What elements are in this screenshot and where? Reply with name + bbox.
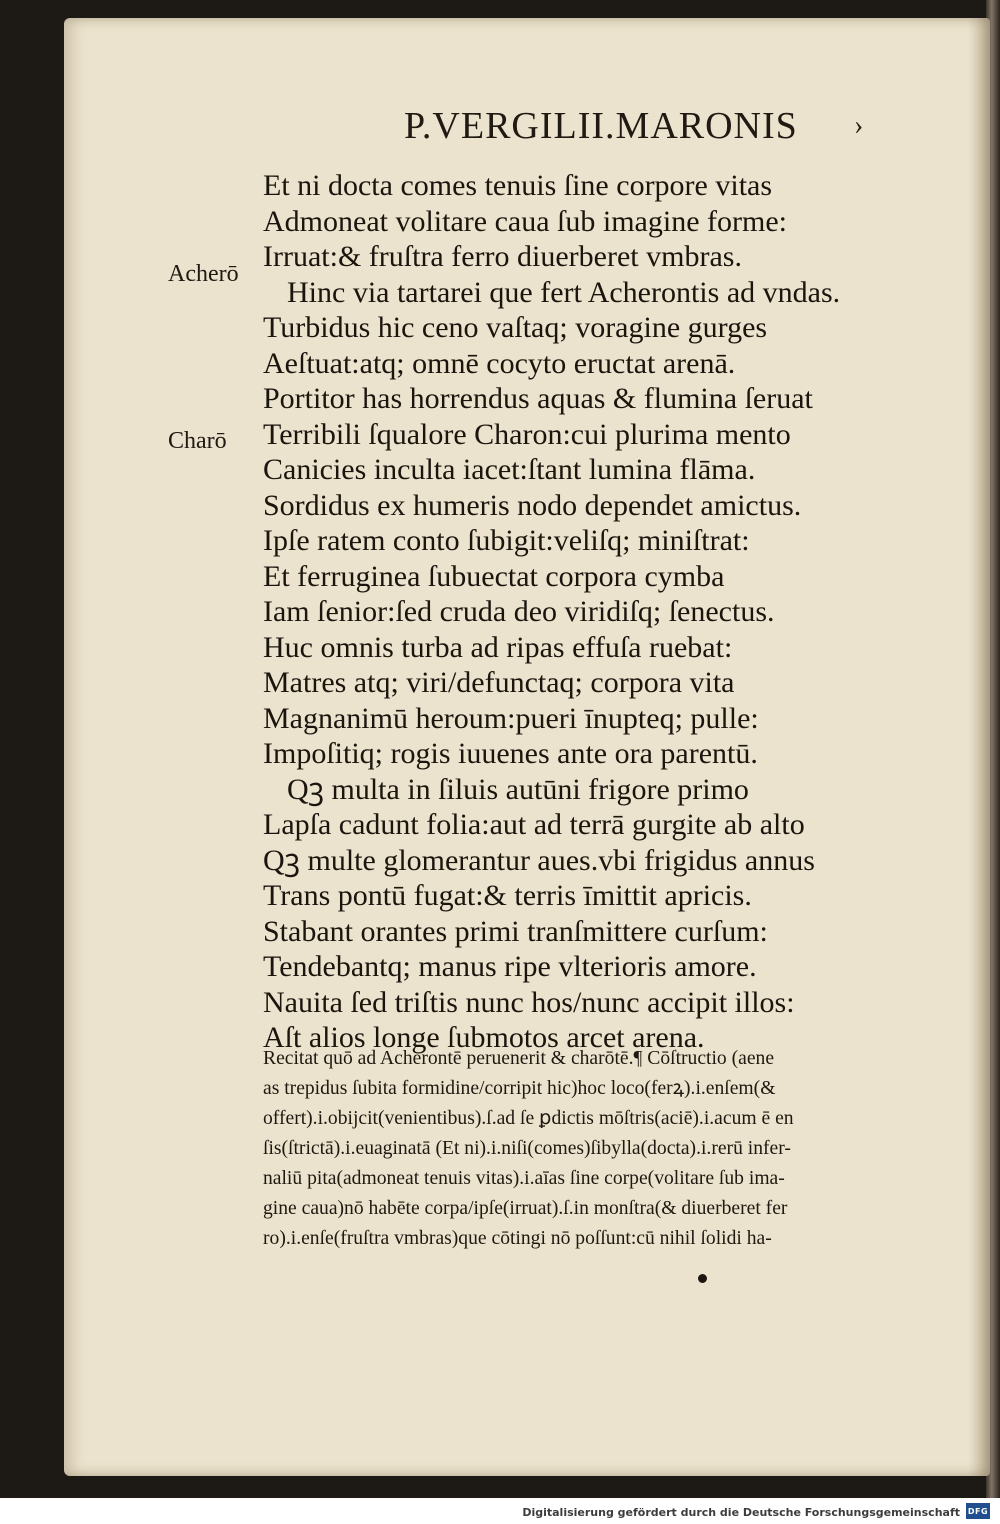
commentary-line: ro).i.enſe(fruſtra vmbras)que cōtingi nō poſſunt:cū nihil ſolidi ha- [263, 1228, 772, 1249]
verse-line: Impoſitiq; rogis iuuenes ante ora parentū. [263, 737, 758, 770]
verse-line: Irruat:& fruſtra ferro diuerberet vmbras. [263, 240, 742, 273]
verse-line: Turbidus hic ceno vaſtaq; voragine gurges [263, 311, 768, 344]
verse-line: Admoneat volitare caua ſub imagine forme: [263, 204, 787, 238]
verse-line: Sordidus ex humeris nodo dependet amictus. [263, 488, 802, 522]
dfg-logo: DFG [966, 1503, 990, 1519]
commentary-line: as trepidus ſubita formidine/corripit hic)hoc loco(ferꝝ).i.enſem(& [263, 1078, 776, 1099]
verse-line: Aſt alios longe ſubmotos arcet arena. [263, 1021, 705, 1054]
verse-line: Qꝫ multa in ſiluis autūni frigore primo [287, 772, 749, 806]
verse-line: Et ferruginea ſubuectat corpora cymba [263, 559, 725, 593]
book-page [64, 18, 990, 1476]
verse-line: Hinc via tartarei que fert Acherontis ad vndas. [287, 275, 841, 309]
commentary-line: naliū pita(admoneat tenuis vitas).i.aīas ſine corpe(volitare ſub ima- [263, 1168, 785, 1189]
commentary-line: offert).i.obijcit(venientibus).ſ.ad ſe ꝑdictis mōſtris(aciē).i.acum ē en [263, 1108, 794, 1129]
commentary-line: gine caua)nō habēte corpa/ipſe(irruat).ſ.in monſtra(& diuerberet fer [263, 1198, 788, 1219]
verse-line: Matres atq; viri/defunctaq; corpora vita [263, 666, 735, 699]
verse-line: Magnanimū heroum:pueri īnupteq; pulle: [263, 701, 759, 735]
marginal-note-acheron: Acherō [168, 261, 239, 287]
verse-line: Tendebantq; manus ripe vlterioris amore. [263, 950, 757, 983]
commentary-line: Recitat quō ad Acherontē peruenerit & charōtē.¶ Cōſtructio (aene [263, 1048, 775, 1069]
running-head: P.VERGILII.MARONIS [404, 105, 798, 147]
verse-line: Nauita ſed triſtis nunc hos/nunc accipit illos: [263, 985, 795, 1019]
verse-line: Trans pontū fugat:& terris īmittit apricis. [263, 879, 752, 912]
commentary-text [263, 1044, 794, 1254]
verse-text [263, 168, 840, 1056]
verse-line: Portitor has horrendus aquas & flumina ſeruat [263, 382, 813, 415]
verse-line: Iam ſenior:ſed cruda deo viridiſq; ſenectus. [263, 595, 775, 628]
verse-line: Canicies inculta iacet:ſtant lumina flāma. [263, 453, 756, 486]
verse-line: Qꝫ multe glomerantur aues.vbi frigidus annus [263, 843, 815, 877]
verse-line: Terribili ſqualore Charon:cui plurima mento [263, 417, 791, 451]
verse-line: Et ni docta comes tenuis ſine corpore vitas [263, 169, 773, 202]
funding-credit: Digitalisierung gefördert durch die Deutsche Forschungsgemeinschaft [522, 1506, 960, 1519]
verse-line: Stabant orantes primi tranſmittere curſum: [263, 914, 768, 948]
commentary-line: ſis(ſtrictā).i.euaginatā (Et ni).i.niſi(comes)ſibylla(docta).i.rerū infer- [263, 1138, 791, 1159]
head-mark: › [854, 110, 864, 141]
verse-line: Lapſa cadunt folia:aut ad terrā gurgite ab alto [263, 808, 805, 841]
verse-line: Ipſe ratem conto ſubigit:veliſq; miniſtrat: [263, 524, 750, 557]
ink-spot [698, 1274, 707, 1283]
marginal-note-charon: Charō [168, 428, 227, 454]
verse-line: Huc omnis turba ad ripas effuſa ruebat: [263, 630, 733, 664]
verse-line: Aeſtuat:atq; omnē cocyto eructat arenā. [263, 346, 736, 380]
